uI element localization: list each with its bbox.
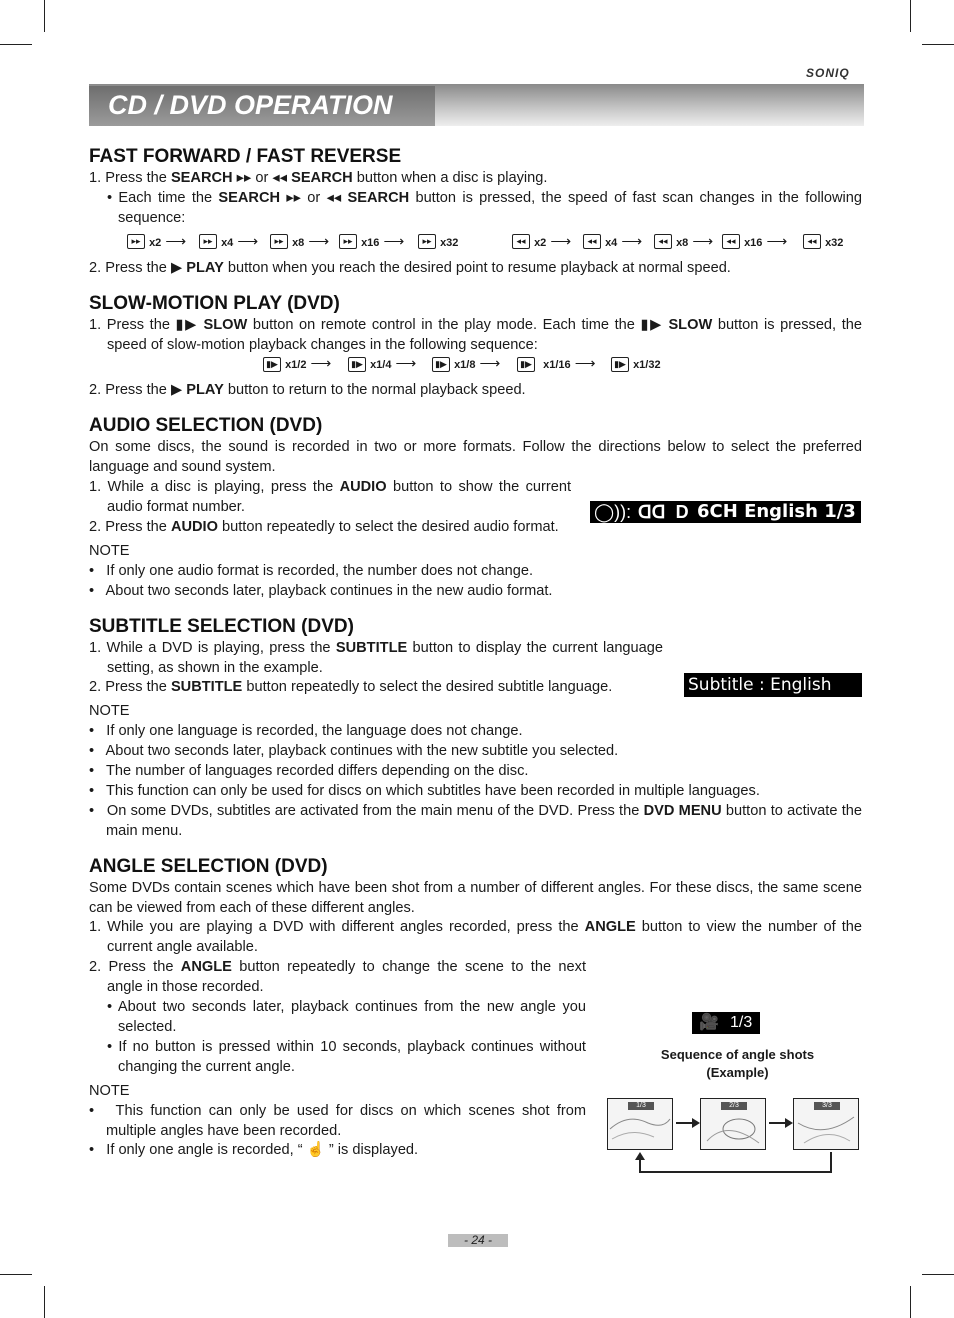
seq-step: ◂◂ x2 ⟶ [512, 233, 571, 254]
fast-forward-icon: ▸▸ [339, 234, 357, 249]
speed-label: x16 [361, 236, 380, 249]
seq-step: ▮▶ x1/4 ⟶ [348, 355, 416, 376]
keyword: DVD MENU [643, 802, 722, 819]
text: 1. While you are playing a DVD with different angles recorded, press the [89, 919, 585, 936]
keyword: PLAY [186, 259, 224, 276]
dolby-icon: ᗡᗡ D [638, 502, 689, 522]
seq-step: ▸▸ x8 ⟶ [270, 233, 329, 254]
keyword: AUDIO [339, 479, 387, 496]
caption-line-2: (Example) [706, 1065, 769, 1080]
text: This function can only be used for discs on which subtitles have been recorded in multiple languages. [106, 782, 760, 799]
text: button on remote control in the play mode. Each time the [247, 316, 641, 333]
angle-step-1 [89, 918, 862, 958]
note-item: • If only one audio format is recorded, the number does not change. [89, 562, 534, 579]
fast-reverse-icon: ◂◂ [583, 234, 601, 249]
fast-forward-icon: ▸▸ [270, 234, 288, 249]
audio-step-2 [89, 518, 862, 538]
section-heading: AUDIO SELECTION (DVD) [89, 415, 323, 437]
brand-logo: SONIQ [806, 66, 850, 80]
keyword: SLOW [203, 316, 248, 333]
note-item: • On some DVDs, subtitles are activated from the main menu of the DVD. Press the DVD MENU button to activate the main menu. [89, 802, 862, 839]
seq-step [418, 233, 458, 254]
text: button when a disc is playing. [352, 170, 548, 186]
angle-bullet: • About two seconds later, playback continues from the new angle you selected. [107, 999, 586, 1035]
fast-forward-icon: ▸▸ [127, 234, 145, 249]
seq-step: ▸▸ x4 ⟶ [199, 233, 258, 254]
text: button repeatedly to select the desired subtitle language. [242, 679, 613, 696]
slow-icon: ▮▶ [348, 357, 366, 372]
keyword: SEARCH [347, 189, 410, 206]
text: 1. Press the [89, 170, 171, 186]
text: 2. Press the [89, 382, 171, 399]
text: button to view the number of the current angle available. [107, 919, 862, 956]
fast-forward-icon: ▸▸ [199, 234, 217, 249]
text: If only one audio format is recorded, the number does not change. [106, 562, 534, 579]
fast-forward-icon: ▸▸ [286, 189, 301, 206]
text: button is pressed, the speed of slow-motion playback changes in the following sequence: [107, 316, 862, 353]
angle-bullet: • If no button is pressed within 10 seconds, playback continues without changing the current angle. [107, 1038, 586, 1075]
audio-intro: On some discs, the sound is recorded in two or more formats. Follow the directions below to select the preferred language and sound system. [89, 439, 862, 476]
seq-step [803, 233, 843, 254]
text: About two seconds later, playback continues with the new subtitle you selected. [105, 743, 619, 760]
keyword: AUDIO [170, 518, 218, 535]
section-heading: SLOW-MOTION PLAY (DVD) [89, 292, 340, 314]
note-item: • This function can only be used for discs on which scenes shot from multiple angles have been recorded. [89, 1102, 587, 1139]
seq-step: ◂◂ x8 ⟶ [654, 233, 713, 254]
text: About two seconds later, playback continues in the new audio format. [105, 582, 553, 599]
seq-step: ▮▶ x1/2 ⟶ [263, 355, 331, 376]
text: The number of languages recorded differs depending on the disc. [106, 763, 529, 780]
text: • Each time the [107, 189, 219, 206]
crop-mark [922, 44, 954, 45]
speed-label: x32 [440, 236, 459, 249]
keyword: ANGLE [180, 959, 232, 976]
text: button repeatedly to change the scene to the next angle in those recorded. [107, 959, 586, 996]
angle-intro: Some DVDs contain scenes which have been shot from a number of different angles. For these discs, the same scene can be viewed from each of these different angles. [89, 879, 862, 916]
fast-reverse-icon: ◂◂ [272, 170, 288, 186]
note-item: • The number of languages recorded differs depending on the disc. [89, 763, 529, 780]
note-label: NOTE [89, 542, 130, 559]
slow-step-1 [89, 316, 862, 356]
crop-mark [910, 1286, 911, 1318]
text: button to return to the normal playback speed. [223, 382, 526, 399]
page-number: - 24 - [448, 1234, 508, 1247]
fast-reverse-icon: ◂◂ [512, 234, 530, 249]
text: button repeatedly to select the desired audio format. [217, 518, 559, 535]
text: button to activate the main menu. [106, 802, 862, 839]
speed-label: x1/32 [633, 359, 661, 372]
ff-step-2 [89, 259, 862, 279]
subtitle-osd-text: Subtitle : English 1/5 [688, 675, 832, 719]
ff-speed-sequence [89, 233, 862, 255]
text: 2. Press the [89, 679, 171, 696]
note-item: • If only one language is recorded, the language does not change. [89, 723, 523, 740]
text: or [251, 170, 273, 186]
slow-speed-sequence [89, 355, 862, 377]
note-item: • If only one angle is recorded, “ ☝ ” is displayed. [89, 1142, 419, 1159]
crop-mark [0, 1274, 32, 1275]
thumb-label: 2/3 [721, 1102, 747, 1110]
text: 1. While a disc is playing, press the [89, 479, 340, 496]
text: 2. Press the [89, 959, 181, 976]
speed-label: x2 [534, 236, 547, 249]
subtitle-step-2 [89, 678, 862, 698]
seq-step: ▮▶ x1/16 ⟶ [517, 355, 596, 376]
slow-icon: ▮▶ [175, 316, 198, 333]
crop-mark [0, 44, 32, 45]
audio-osd-text: 6CH English 1/3 [697, 501, 856, 522]
speed-label: x4 [221, 236, 234, 249]
slow-icon: ▮▶ [432, 357, 450, 372]
speed-label: x4 [605, 236, 618, 249]
keyword: SUBTITLE [335, 639, 408, 656]
crop-mark [910, 0, 911, 32]
seq-step: ◂◂ x16 ⟶ [722, 233, 787, 254]
thumb-label: 3/3 [814, 1102, 840, 1110]
audio-waves-icon: ◯)): [594, 502, 632, 522]
text: 2. Press the [89, 259, 171, 276]
speed-label: x32 [825, 236, 844, 249]
keyword: SEARCH [218, 189, 281, 206]
slow-icon: ▮▶ [611, 357, 629, 372]
section-heading: SUBTITLE SELECTION (DVD) [89, 615, 354, 637]
camera-icon: 🎥 [699, 1014, 719, 1031]
fast-forward-icon: ▸▸ [418, 234, 436, 249]
caption-line-1: Sequence of angle shots [660, 1047, 815, 1062]
keyword: PLAY [186, 382, 224, 399]
speed-label: x8 [676, 236, 689, 249]
keyword: SEARCH [170, 170, 233, 186]
slow-step-2 [89, 381, 862, 401]
page-title: CD / DVD OPERATION [108, 90, 393, 120]
keyword: SEARCH [291, 170, 353, 186]
speed-label: x1/2 [285, 359, 307, 372]
text: button is pressed, the speed of fast scan changes in the following sequence: [118, 189, 862, 226]
seq-step: ▮▶ x1/8 ⟶ [432, 355, 500, 376]
text: ” is displayed. [324, 1142, 419, 1159]
play-icon: ▶ [170, 382, 183, 399]
seq-step: ◂◂ x4 ⟶ [583, 233, 642, 254]
section-heading: FAST FORWARD / FAST REVERSE [89, 146, 402, 167]
text: 1. While a DVD is playing, press the [89, 639, 336, 656]
ff-bullet [89, 189, 862, 229]
audio-step-1 [89, 478, 571, 518]
crop-mark [44, 1286, 45, 1318]
crop-mark [922, 1274, 954, 1275]
fast-forward-icon: ▸▸ [236, 170, 252, 186]
angle-step-2 [89, 958, 586, 998]
slow-icon: ▮▶ [263, 357, 281, 372]
speed-label: x8 [292, 236, 305, 249]
thumb-label: 1/3 [628, 1102, 654, 1110]
speed-label: x16 [744, 236, 763, 249]
text: If only one language is recorded, the language does not change. [106, 723, 523, 740]
speed-label: x1/8 [454, 359, 476, 372]
fast-reverse-icon: ◂◂ [722, 234, 740, 249]
page-content [89, 144, 862, 1161]
keyword: SLOW [668, 316, 713, 333]
section-heading: ANGLE SELECTION (DVD) [89, 855, 328, 877]
speed-label: x2 [149, 236, 162, 249]
text: button to show the current audio format number. [107, 479, 571, 516]
crop-mark [44, 0, 45, 32]
fast-reverse-icon: ◂◂ [326, 189, 342, 206]
subtitle-step-1 [89, 639, 663, 679]
hand-icon: ☝ [306, 1142, 325, 1159]
seq-step: ▸▸ x2 ⟶ [127, 233, 186, 254]
keyword: ANGLE [584, 919, 636, 936]
fast-reverse-icon: ◂◂ [654, 234, 672, 249]
text: button when you reach the desired point to resume playback at normal speed. [223, 259, 731, 276]
text: If only one angle is recorded, “ [106, 1142, 307, 1159]
play-icon: ▶ [170, 259, 183, 276]
fast-reverse-icon: ◂◂ [803, 234, 821, 249]
keyword: SUBTITLE [170, 679, 243, 696]
note-item: • About two seconds later, playback continues with the new subtitle you selected. [89, 743, 619, 760]
slow-icon: ▮▶ [517, 357, 535, 372]
text: button to display the current language setting, as shown in the example. [107, 639, 664, 676]
note-label: NOTE [89, 703, 130, 720]
text: On some DVDs, subtitles are activated from the main menu of the DVD. Press the [106, 802, 644, 819]
note-item: • This function can only be used for discs on which subtitles have been recorded in multiple languages. [89, 782, 760, 799]
slow-icon: ▮▶ [640, 316, 663, 333]
angle-osd-text: 1/3 [730, 1014, 753, 1031]
text: or [301, 189, 327, 206]
seq-step [611, 355, 661, 376]
seq-step: ▸▸ x16 ⟶ [339, 233, 404, 254]
speed-label: x1/4 [370, 359, 392, 372]
note-label: NOTE [89, 1082, 130, 1099]
text: 1. Press the [89, 316, 176, 333]
text: This function can only be used for discs on which scenes shot from multiple angles have been recorded. [106, 1102, 587, 1139]
speed-label: x1/16 [543, 359, 571, 372]
note-item: • About two seconds later, playback continues in the new audio format. [89, 582, 553, 599]
text: 2. Press the [89, 518, 171, 535]
ff-step-1 [89, 169, 862, 189]
